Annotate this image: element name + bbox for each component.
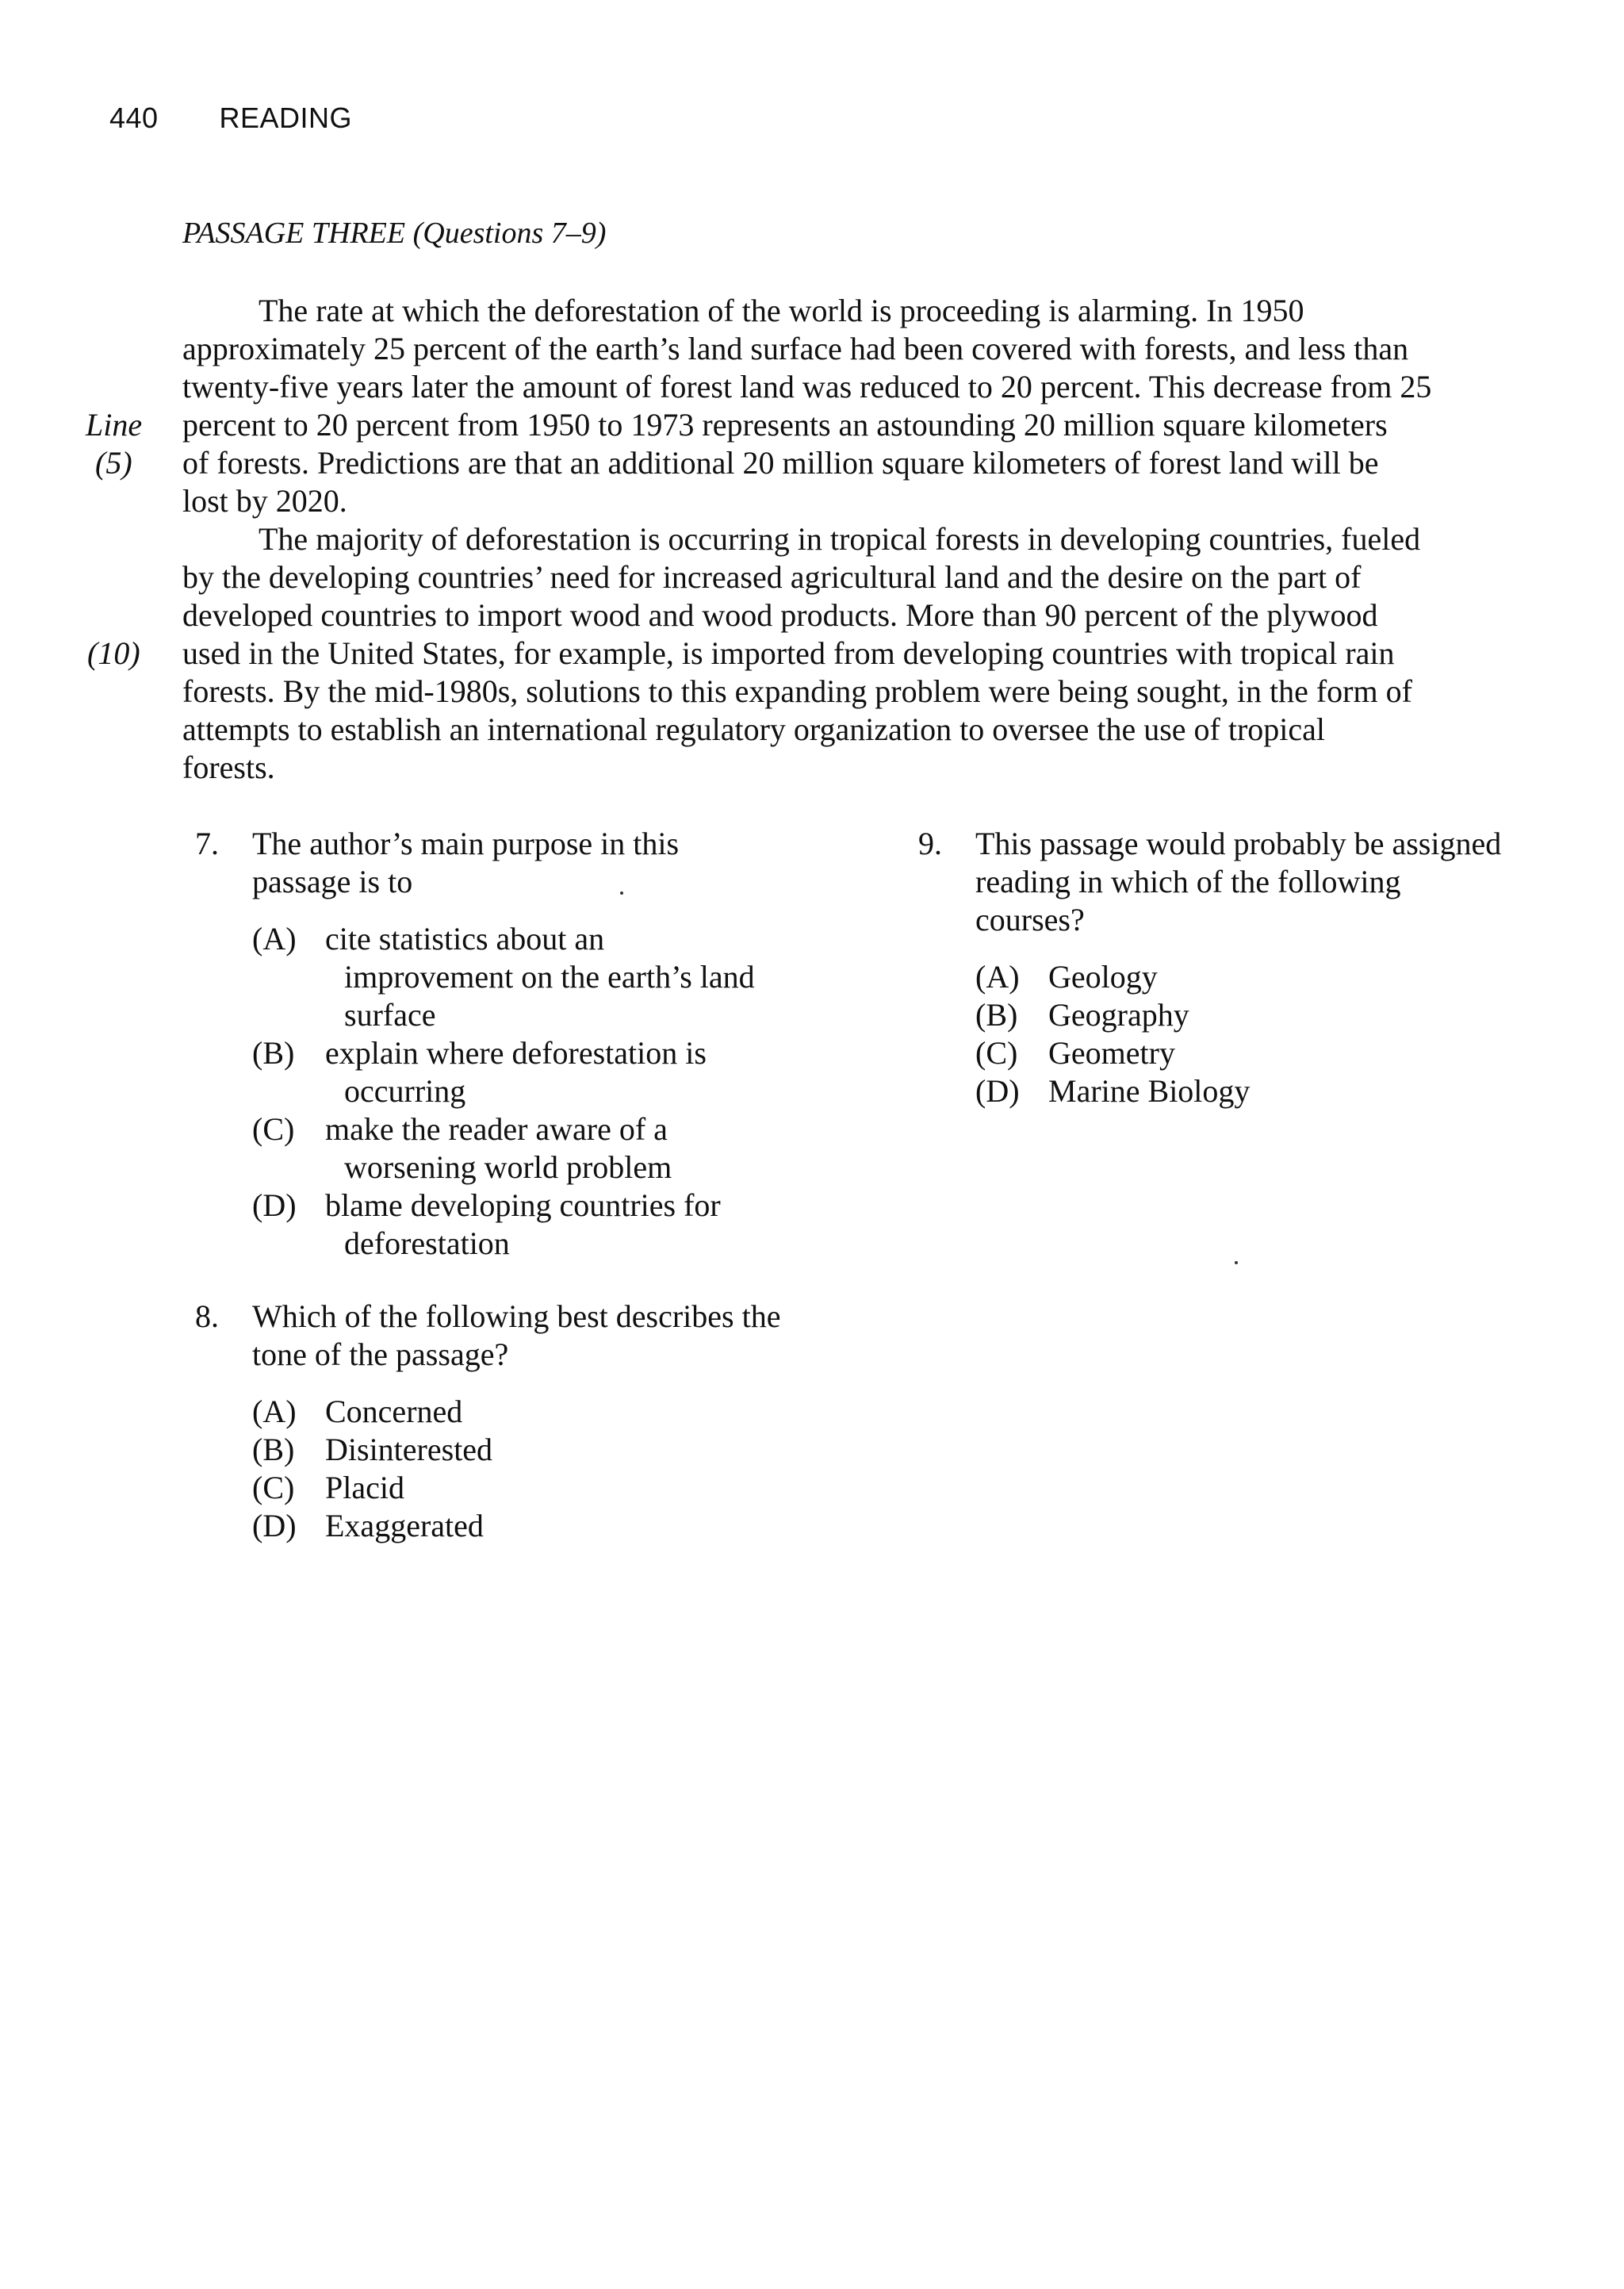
line-marker-label: Line — [86, 407, 143, 443]
option-text[interactable]: deforestation — [344, 1225, 510, 1261]
option-text[interactable]: Placid — [325, 1470, 404, 1505]
option-text[interactable]: explain where deforestation is — [325, 1035, 707, 1071]
option-letter[interactable]: (C) — [252, 1111, 295, 1147]
option-text[interactable]: Marine Biology — [1048, 1073, 1251, 1109]
passage-line: used in the United States, for example, is imported from developing countries with tropical rain — [182, 635, 1395, 671]
option-letter[interactable]: (A) — [975, 959, 1020, 995]
passage-line: of forests. Predictions are that an additional 20 million square kilometers of forest land will be — [182, 445, 1379, 481]
option-letter[interactable]: (C) — [252, 1470, 295, 1505]
question-stem: reading in which of the following — [975, 864, 1401, 899]
question-stem: The author’s main purpose in this — [252, 826, 680, 861]
option-text[interactable]: Concerned — [325, 1394, 463, 1429]
question-stem: This passage would probably be assigned — [975, 826, 1502, 861]
option-letter[interactable]: (A) — [252, 921, 297, 957]
option-text[interactable]: occurring — [344, 1073, 466, 1109]
print-speck — [1235, 1261, 1238, 1264]
option-text[interactable]: blame developing countries for — [325, 1187, 721, 1223]
option-text[interactable]: surface — [344, 997, 436, 1033]
passage-title: PASSAGE THREE (Questions 7–9) — [182, 217, 607, 250]
option-text[interactable]: Geography — [1048, 997, 1189, 1033]
option-text[interactable]: cite statistics about an — [325, 921, 605, 957]
page-number: 440 — [109, 102, 159, 134]
print-speck — [620, 891, 623, 895]
passage-line: The rate at which the deforestation of the world is proceeding is alarming. In 1950 — [259, 293, 1304, 328]
passage-line: attempts to establish an international regulatory organization to oversee the use of tropical — [182, 711, 1326, 747]
option-text[interactable]: worsening world problem — [344, 1149, 672, 1185]
option-text[interactable]: Geology — [1048, 959, 1158, 995]
option-letter[interactable]: (C) — [975, 1035, 1018, 1071]
question-number: 7. — [195, 826, 219, 861]
passage-line: forests. — [182, 750, 275, 785]
option-letter[interactable]: (B) — [975, 997, 1018, 1033]
passage-line: lost by 2020. — [182, 483, 347, 519]
passage-line: by the developing countries’ need for increased agricultural land and the desire on the part of — [182, 559, 1362, 595]
question-stem: Which of the following best describes the — [252, 1298, 781, 1334]
option-text[interactable]: Geometry — [1048, 1035, 1175, 1071]
section-title: READING — [219, 102, 353, 134]
option-letter[interactable]: (A) — [252, 1394, 297, 1429]
passage-line: approximately 25 percent of the earth’s land surface had been covered with forests, and less than — [182, 331, 1409, 366]
option-letter[interactable]: (D) — [975, 1073, 1020, 1109]
line-marker-10: (10) — [87, 635, 140, 671]
question-number: 8. — [195, 1298, 219, 1334]
question-stem: courses? — [975, 902, 1085, 937]
question-stem: tone of the passage? — [252, 1336, 509, 1372]
option-letter[interactable]: (D) — [252, 1508, 297, 1543]
passage-line: The majority of deforestation is occurring in tropical forests in developing countries, fueled — [259, 521, 1421, 557]
question-stem: passage is to — [252, 864, 413, 899]
passage-line: twenty-five years later the amount of forest land was reduced to 20 percent. This decrease from 25 — [182, 369, 1432, 405]
option-letter[interactable]: (B) — [252, 1432, 295, 1467]
line-marker-5: (5) — [95, 445, 132, 481]
passage-line: percent to 20 percent from 1950 to 1973 represents an astounding 20 million square kilometers — [182, 407, 1388, 443]
option-letter[interactable]: (D) — [252, 1187, 297, 1223]
option-text[interactable]: make the reader aware of a — [325, 1111, 668, 1147]
option-text[interactable]: Disinterested — [325, 1432, 493, 1467]
passage-line: developed countries to import wood and wood products. More than 90 percent of the plywood — [182, 597, 1378, 633]
passage-line: forests. By the mid-1980s, solutions to this expanding problem were being sought, in the form of — [182, 673, 1412, 709]
option-letter[interactable]: (B) — [252, 1035, 295, 1071]
option-text[interactable]: improvement on the earth’s land — [344, 959, 755, 995]
option-text[interactable]: Exaggerated — [325, 1508, 484, 1543]
question-number: 9. — [918, 826, 942, 861]
page-header — [109, 102, 352, 135]
